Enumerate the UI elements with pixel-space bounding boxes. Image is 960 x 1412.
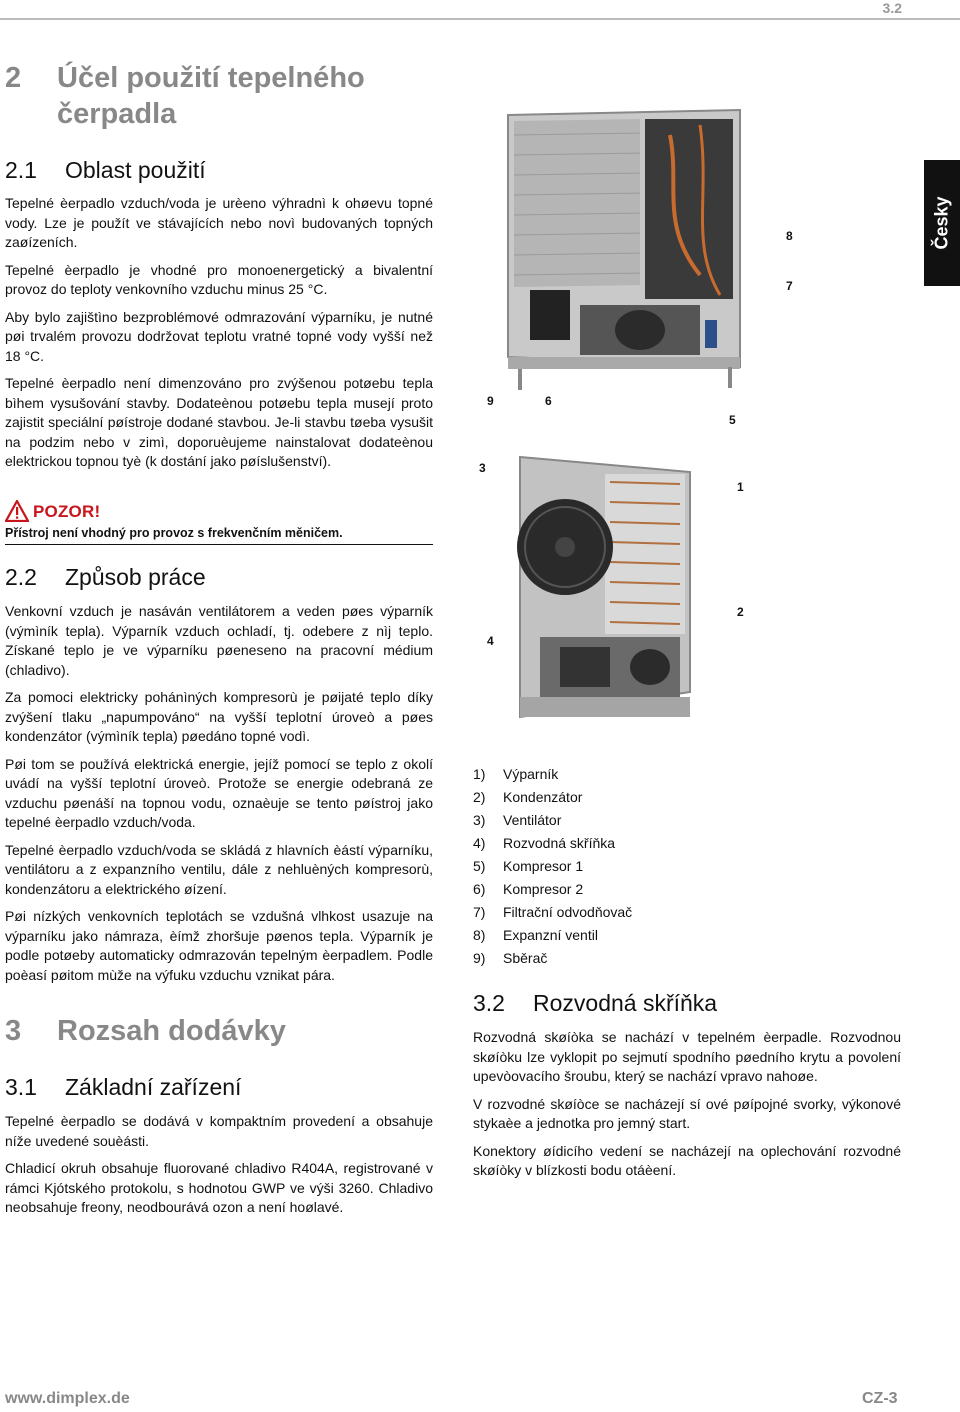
section-3-2-body [473,1028,901,1189]
section-2-2-body [5,602,433,993]
warning-triangle-icon [5,500,29,522]
paragraph: Aby bylo zajištìno bezproblémové odmrazování výparníku, je nutné pøi trvalém provozu dodržovat teplotu vratné topné vody vyšší než 18 °C. [5,308,433,364]
section-3-heading: 3 Rozsah dodávky [5,1015,286,1047]
section-2-heading: 2 Účel použití tepelného čerpadla [5,62,365,130]
header-rule [0,18,960,20]
legend-item: 1) Výparník [473,766,559,782]
paragraph: Venkovní vzduch je nasáván ventilátorem a veden pøes výparník (výmìník tepla). Výparník vzduch ochladí, tj. odebere z nìj teplo. Získané teplo je ve výparníku pøeneseno na pracovní médium (chladivo). [5,603,433,678]
legend-item: 4) Rozvodná skříňka [473,835,616,851]
language-tab: Česky [924,160,960,286]
legend-item: 5) Kompresor 1 [473,858,584,874]
section-2-2-heading: 2.2 Způsob práce [5,564,206,590]
callout-7: 7 [786,279,793,293]
legend-item: 7) Filtrační odvodňovač [473,904,633,920]
paragraph: Za pomoci elektricky pohánìných kompresorù je pøijaté teplo díky zvýšení tlaku „napumpováno“ na vyšší teplotní úroveò a pøes kondenzátor (výmìník tepla) pøedáno topné vodì. [5,689,433,744]
paragraph: Tepelné èerpadlo vzduch/voda je urèeno výhradnì k ohøevu topné vody. Lze je použít ve stávajících nebo novì budovaných topných zaøízeních. [5,195,433,250]
paragraph: Konektory øídicího vedení se nacházejí na oplechování rozvodné skøíòky v blízkosti bodu otáèení. [473,1142,901,1178]
paragraph: V rozvodné skøíòce se nacházejí sí ové pøípojné svorky, výkonové stykaèe a jednotka pro jemný start. [473,1095,901,1131]
paragraph: Chladicí okruh obsahuje fluorované chladivo R404A, registrované v rámci Kjótského protokolu, s hodnotou GWP ve výši 3260. Chladivo neobsahuje freony, neodbourává ozon a není hoølavé. [5,1160,433,1215]
heat-pump-front-photo [500,452,700,742]
legend-item: 8) Expanzní ventil [473,927,598,943]
paragraph: Tepelné èerpadlo se dodává v kompaktním provedení a obsahuje níže uvedené souèásti. [5,1113,433,1149]
callout-6: 6 [545,394,552,408]
parts-legend [473,763,632,970]
callout-4: 4 [487,634,494,648]
callout-9: 9 [487,394,494,408]
legend-item: 6) Kompresor 2 [473,881,584,897]
paragraph: Tepelné èerpadlo vzduch/voda se skládá z hlavních èástí výparníku, ventilátoru a z expanzního ventilu, dále z nehluèných kompresorù, kondenzátoru a elektrického øízení. [5,841,433,897]
section-3-1-body [5,1112,433,1226]
paragraph: Pøi tom se používá elektrická energie, jejíž pomocí se teplo z okolí uvádí na vyšší teplotní úroveò. Protože se energie odebraná ze vzduchu pøenáší na topnou vodu, oznaèuje se tento pøístroj jako tepelné èerpadlo vzduch/voda. [5,755,433,830]
legend-item: 2) Kondenzátor [473,789,583,805]
section-3-2-heading: 3.2 Rozvodná skříňka [473,990,718,1016]
page-number: 3.2 [882,0,902,16]
callout-8: 8 [786,229,793,243]
paragraph: Rozvodná skøíòka se nachází v tepelném èerpadle. Rozvodnou skøíòku lze vyklopit po sejmutí spodního pøedního krytu a povolení upevòovacího šroubu, který se nachází vpravo nahoøe. [473,1029,901,1084]
callout-1: 1 [737,480,744,494]
warning-text: Přístroj není vhodný pro provoz s frekvenčním měničem. [5,522,433,545]
warning-title: POZOR! [33,502,101,521]
legend-item: 9) Sběrač [473,950,548,966]
section-2-1-heading: 2.1 Oblast použití [5,157,206,183]
footer-page-number: CZ-3 [862,1390,898,1407]
warning-box [5,500,433,545]
legend-item: 3) Ventilátor [473,812,562,828]
callout-5: 5 [729,413,736,427]
section-3-1-heading: 3.1 Základní zařízení [5,1074,242,1100]
heat-pump-rear-photo [500,105,750,395]
paragraph: Tepelné èerpadlo je vhodné pro monoenergetický a bivalentní provoz do teploty venkovního vzduchu minus 25 °C. [5,261,433,297]
section-2-1-body [5,194,433,480]
paragraph: Tepelné èerpadlo není dimenzováno pro zvýšenou potøebu tepla bìhem vysušování stavby. Dodateènou potøebu tepla musejí proto zajistit speciální pøístroje dodané stavbou. Je-li stavbu tøeba vysušit na podzim nebo v zimì, doporuèujeme nainstalovat dodateènou elektrickou topnou tyè (k dostání jako pøíslušenství). [5,375,433,469]
callout-3: 3 [479,461,486,475]
callout-2: 2 [737,605,744,619]
paragraph: Pøi nízkých venkovních teplotách se vzdušná vlhkost usazuje na výparníku jako námraza, èímž zhoršuje pøenos tepla. Výparník je podle potøeby automaticky odmrazován tepelným èerpadlem. Podle poèasí pøitom mùže na výfuku vzduchu vznikat pára. [5,908,433,983]
footer-url[interactable]: www.dimplex.de [5,1390,130,1407]
